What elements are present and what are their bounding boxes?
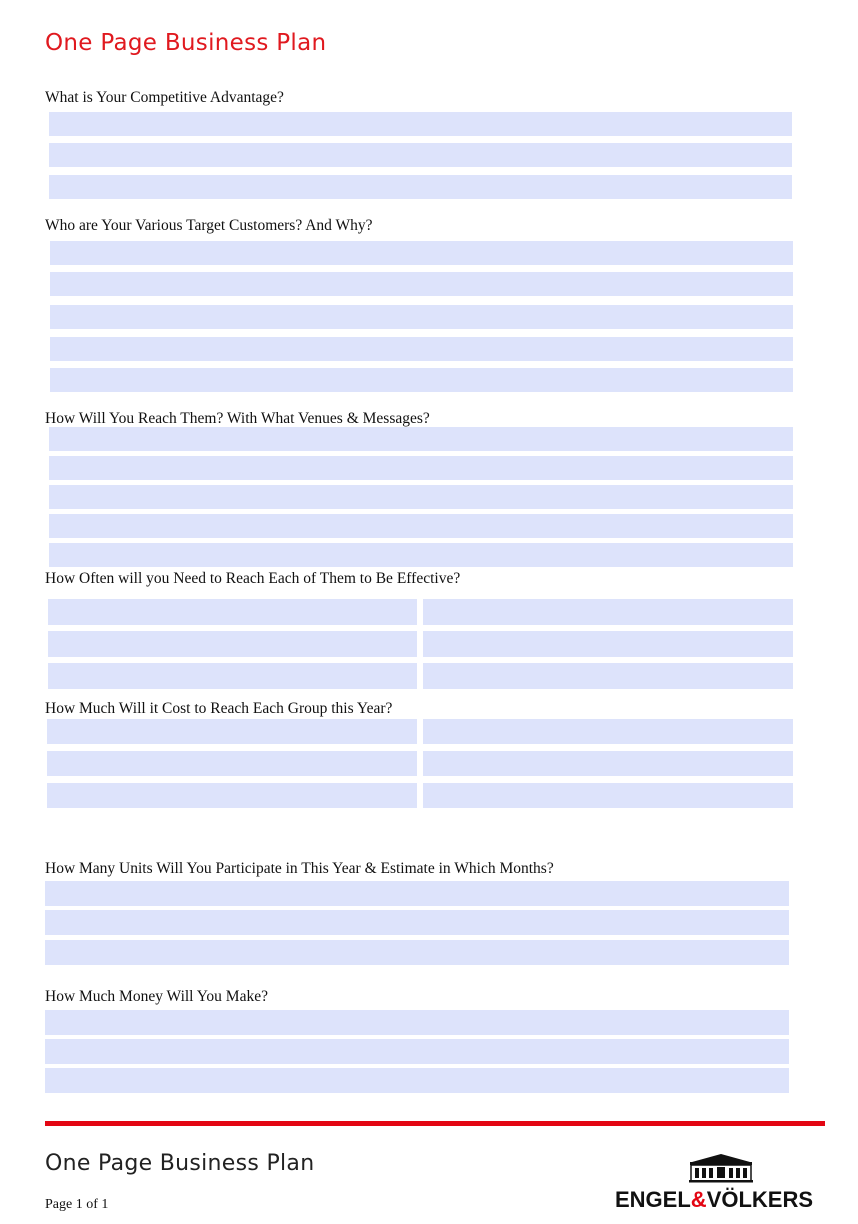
reach-venues-field-4[interactable] [49,514,793,538]
reach-venues-field-2[interactable] [49,456,793,480]
reach-venues-field-5[interactable] [49,543,793,567]
target-customers-field-1[interactable] [50,241,793,265]
page-title: One Page Business Plan [45,30,327,56]
reach-frequency-right-field-2[interactable] [423,631,793,657]
competitive-advantage-field-1[interactable] [49,112,792,136]
question-money: How Much Money Will You Make? [45,988,268,1005]
competitive-advantage-field-2[interactable] [49,143,792,167]
question-target-customers: Who are Your Various Target Customers? And Why? [45,217,373,234]
question-competitive-advantage: What is Your Competitive Advantage? [45,89,284,106]
building-logo-icon [688,1153,754,1183]
page-number: Page 1 of 1 [45,1197,109,1212]
reach-frequency-left-field-3[interactable] [48,663,417,689]
question-reach-frequency: How Often will you Need to Reach Each of Them to Be Effective? [45,570,461,587]
question-units: How Many Units Will You Participate in This Year & Estimate in Which Months? [45,860,554,877]
cost-right-field-3[interactable] [423,783,793,808]
competitive-advantage-field-3[interactable] [49,175,792,199]
money-field-3[interactable] [45,1068,789,1093]
units-field-3[interactable] [45,940,789,965]
cost-left-field-2[interactable] [47,751,417,776]
cost-left-field-3[interactable] [47,783,417,808]
footer-divider [45,1121,825,1126]
money-field-1[interactable] [45,1010,789,1035]
brand-name-part1: ENGEL [615,1187,691,1212]
cost-right-field-1[interactable] [423,719,793,744]
units-field-1[interactable] [45,881,789,906]
brand-logo-text [615,1187,827,1213]
question-cost: How Much Will it Cost to Reach Each Group this Year? [45,700,393,717]
units-field-2[interactable] [45,910,789,935]
reach-frequency-left-field-1[interactable] [48,599,417,625]
footer-title: One Page Business Plan [45,1151,315,1176]
reach-venues-field-1[interactable] [49,427,793,451]
reach-frequency-left-field-2[interactable] [48,631,417,657]
brand-ampersand: & [690,1187,707,1212]
money-field-2[interactable] [45,1039,789,1064]
question-reach-venues: How Will You Reach Them? With What Venues & Messages? [45,410,430,427]
brand-name-part2: VÖLKERS [706,1187,814,1212]
cost-left-field-1[interactable] [47,719,417,744]
reach-frequency-right-field-1[interactable] [423,599,793,625]
target-customers-field-2[interactable] [50,272,793,296]
target-customers-field-4[interactable] [50,337,793,361]
target-customers-field-3[interactable] [50,305,793,329]
cost-right-field-2[interactable] [423,751,793,776]
reach-venues-field-3[interactable] [49,485,793,509]
target-customers-field-5[interactable] [50,368,793,392]
reach-frequency-right-field-3[interactable] [423,663,793,689]
